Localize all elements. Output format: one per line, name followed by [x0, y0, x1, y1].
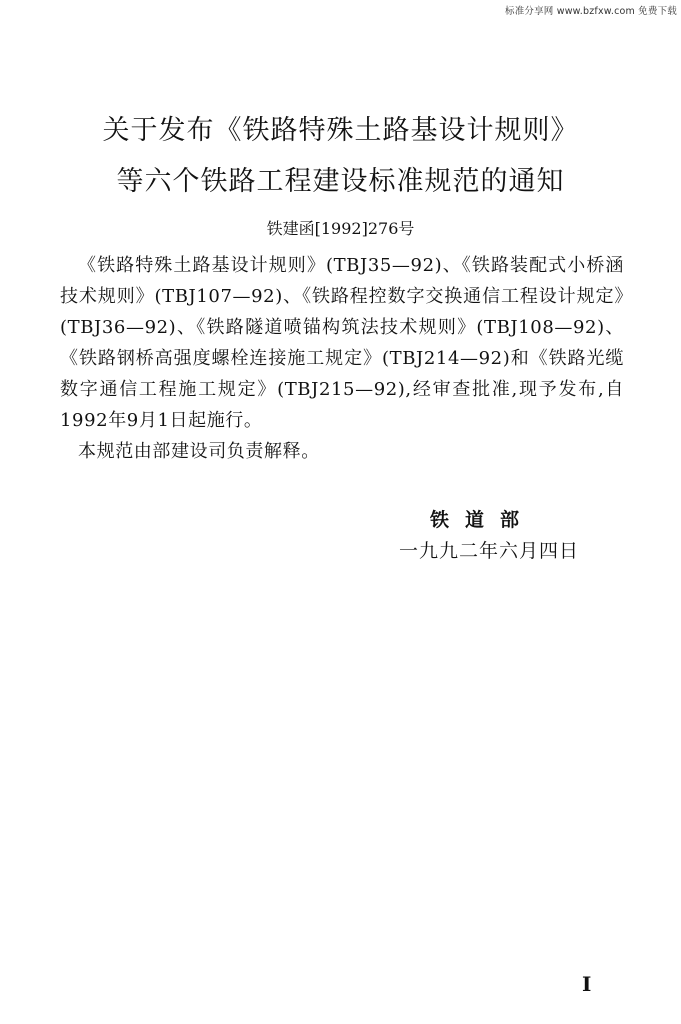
issue-date: 一九九二年六月四日	[399, 540, 580, 562]
issuing-authority: 铁道部	[430, 509, 536, 531]
watermark-text: 标准分享网 www.bzfxw.com 免费下载	[505, 6, 677, 17]
page-number: I	[582, 972, 592, 996]
document-number: 铁建函[1992]276号	[266, 219, 415, 238]
notice-title-line-2: 等六个铁路工程建设标准规范的通知	[116, 166, 565, 197]
body-paragraph-1: 《铁路特殊土路基设计规则》(TBJ35—92)、《铁路装配式小桥涵技术规则》(TBJ107—92)、《铁路程控数字交换通信工程设计规定》(TBJ36—92)、《铁路隧道喷锚构筑法技术规则》(TBJ108—92)、《铁路钢桥高强度螺栓连接施工规定》(TBJ214—92)和《铁路光缆数字通信工程施工规定》(TBJ215—92),经审查批准,现予发布,自1992年9月1日起施行。	[60, 255, 624, 431]
notice-title-line-1: 关于发布《铁路特殊土路基设计规则》	[102, 115, 579, 146]
body-paragraph-2: 本规范由部建设司负责解释。	[78, 441, 320, 462]
